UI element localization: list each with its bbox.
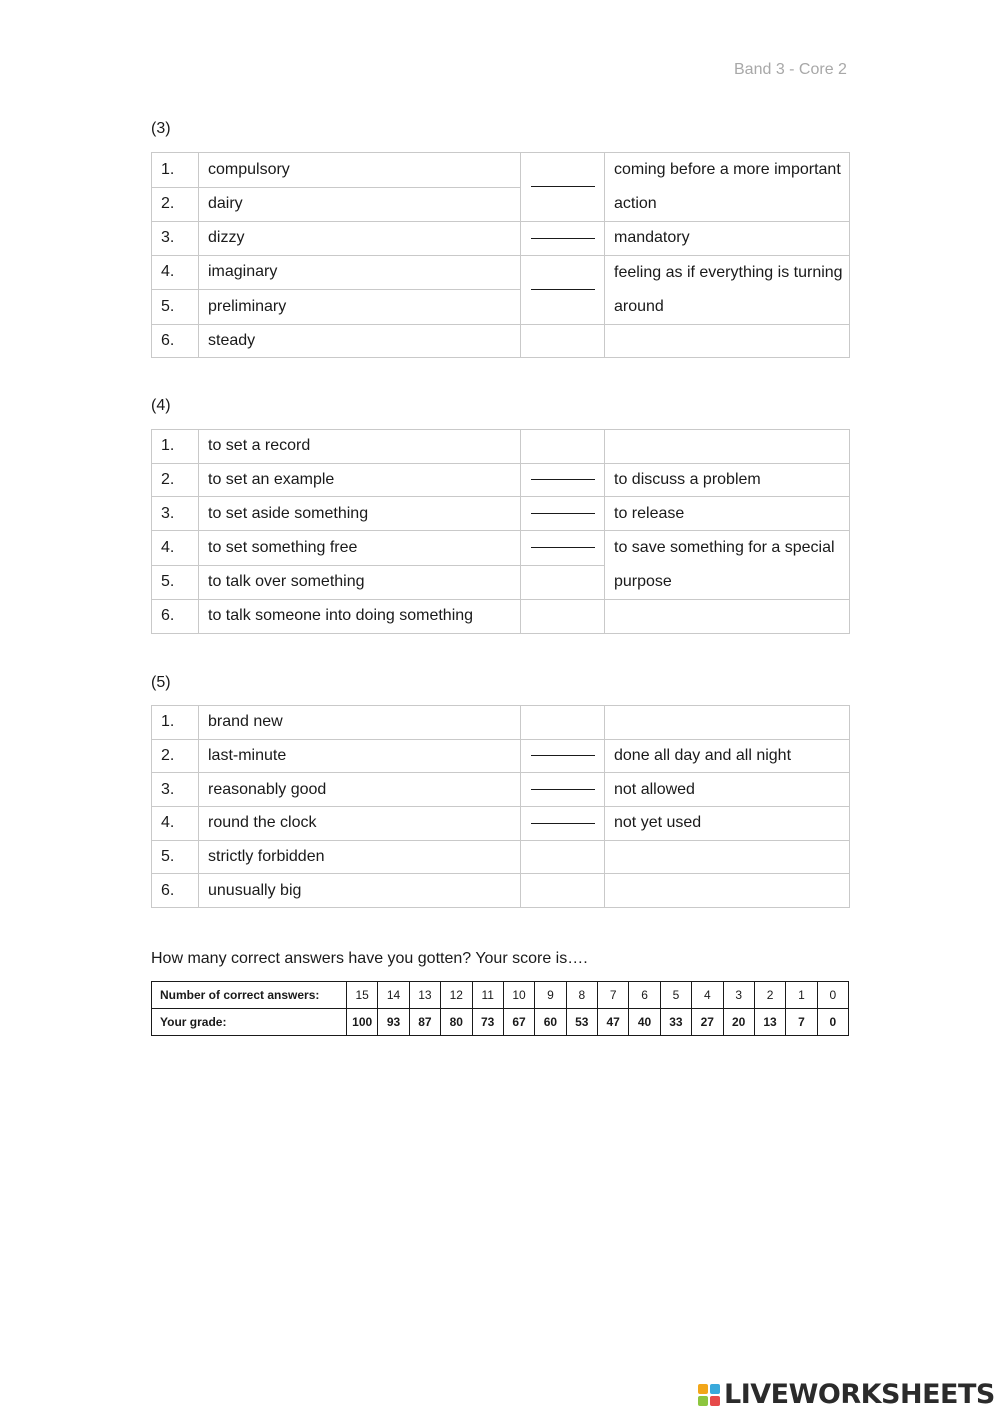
logo-square-orange: [698, 1384, 708, 1394]
empty-cell: [605, 324, 850, 358]
definition: coming before a more important action: [605, 153, 850, 222]
answer-blank[interactable]: [521, 807, 605, 841]
definition: to release: [605, 497, 850, 531]
grade-cell: 27: [692, 1009, 723, 1036]
definition: to discuss a problem: [605, 463, 850, 497]
grade-cell: 93: [378, 1009, 409, 1036]
score-cell: 11: [472, 982, 503, 1009]
word-item: steady: [199, 324, 521, 358]
item-number: 3.: [152, 222, 199, 256]
definition: to save something for a special purpose: [605, 531, 850, 600]
score-cell: 4: [692, 982, 723, 1009]
definition: done all day and all night: [605, 739, 850, 773]
empty-cell: [521, 600, 605, 634]
item-number: 4.: [152, 255, 199, 290]
definition: not yet used: [605, 807, 850, 841]
grade-cell: 13: [754, 1009, 785, 1036]
empty-cell: [605, 430, 850, 464]
liveworksheets-logo[interactable]: [698, 1379, 995, 1410]
section-3-label: (3): [151, 120, 171, 137]
grade-label: Your grade:: [152, 1009, 347, 1036]
item-number: 5.: [152, 565, 199, 600]
item-number: 6.: [152, 874, 199, 908]
item-number: 5.: [152, 840, 199, 874]
empty-cell: [521, 840, 605, 874]
logo-text: LIVEWORKSHEETS: [724, 1379, 995, 1410]
answer-blank[interactable]: [521, 739, 605, 773]
empty-cell: [521, 430, 605, 464]
matching-table-3: [151, 152, 850, 358]
logo-icon: [698, 1384, 720, 1406]
header-band-label: Band 3 - Core 2: [734, 61, 847, 78]
definition: not allowed: [605, 773, 850, 807]
item-number: 5.: [152, 290, 199, 325]
word-item: strictly forbidden: [199, 840, 521, 874]
word-item: to set a record: [199, 430, 521, 464]
grade-cell: 20: [723, 1009, 754, 1036]
item-number: 3.: [152, 497, 199, 531]
grade-cell: 47: [598, 1009, 629, 1036]
empty-cell: [521, 706, 605, 740]
item-number: 6.: [152, 600, 199, 634]
logo-square-green: [698, 1396, 708, 1406]
score-cell: 0: [817, 982, 848, 1009]
score-question: How many correct answers have you gotten? Your score is….: [151, 950, 588, 967]
logo-square-blue: [710, 1384, 720, 1394]
word-item: dizzy: [199, 222, 521, 256]
score-cell: 5: [660, 982, 691, 1009]
item-number: 2.: [152, 739, 199, 773]
word-item: round the clock: [199, 807, 521, 841]
answer-blank[interactable]: [521, 153, 605, 222]
score-table: [151, 981, 849, 1036]
item-number: 2.: [152, 187, 199, 222]
grade-cell: 53: [566, 1009, 597, 1036]
word-item: unusually big: [199, 874, 521, 908]
word-item: preliminary: [199, 290, 521, 325]
empty-cell: [521, 874, 605, 908]
item-number: 4.: [152, 807, 199, 841]
score-cell: 8: [566, 982, 597, 1009]
item-number: 3.: [152, 773, 199, 807]
score-cell: 3: [723, 982, 754, 1009]
item-number: 1.: [152, 430, 199, 464]
item-number: 1.: [152, 153, 199, 188]
empty-cell: [605, 706, 850, 740]
answer-blank[interactable]: [521, 222, 605, 256]
score-cell: 15: [347, 982, 378, 1009]
item-number: 4.: [152, 531, 199, 566]
word-item: brand new: [199, 706, 521, 740]
answer-blank[interactable]: [521, 497, 605, 531]
grade-cell: 33: [660, 1009, 691, 1036]
item-number: 1.: [152, 706, 199, 740]
correct-answers-row: [152, 982, 849, 1009]
word-item: imaginary: [199, 255, 521, 290]
grade-cell: 100: [347, 1009, 378, 1036]
word-item: to set something free: [199, 531, 521, 566]
score-cell: 1: [786, 982, 817, 1009]
score-cell: 7: [598, 982, 629, 1009]
empty-cell: [605, 874, 850, 908]
empty-cell: [521, 324, 605, 358]
grade-cell: 7: [786, 1009, 817, 1036]
matching-table-4: [151, 429, 850, 634]
answer-blank[interactable]: [521, 255, 605, 324]
word-item: to set aside something: [199, 497, 521, 531]
word-item: to talk someone into doing something: [199, 600, 521, 634]
answer-blank[interactable]: [521, 463, 605, 497]
word-item: reasonably good: [199, 773, 521, 807]
grade-cell: 60: [535, 1009, 566, 1036]
score-cell: 10: [503, 982, 534, 1009]
grade-cell: 67: [503, 1009, 534, 1036]
score-cell: 2: [754, 982, 785, 1009]
score-cell: 6: [629, 982, 660, 1009]
empty-cell: [521, 565, 605, 600]
score-cell: 13: [409, 982, 440, 1009]
answer-blank[interactable]: [521, 773, 605, 807]
section-4-label: (4): [151, 397, 171, 414]
definition: mandatory: [605, 222, 850, 256]
score-cell: 9: [535, 982, 566, 1009]
empty-cell: [605, 840, 850, 874]
word-item: to talk over something: [199, 565, 521, 600]
score-cell: 14: [378, 982, 409, 1009]
logo-square-red: [710, 1396, 720, 1406]
empty-cell: [605, 600, 850, 634]
item-number: 2.: [152, 463, 199, 497]
grade-cell: 40: [629, 1009, 660, 1036]
score-cell: 12: [441, 982, 472, 1009]
section-5-label: (5): [151, 674, 171, 691]
word-item: dairy: [199, 187, 521, 222]
word-item: compulsory: [199, 153, 521, 188]
grade-cell: 80: [441, 1009, 472, 1036]
answer-blank[interactable]: [521, 531, 605, 566]
correct-answers-label: Number of correct answers:: [152, 982, 347, 1009]
matching-table-5: [151, 705, 850, 908]
grade-cell: 73: [472, 1009, 503, 1036]
grade-cell: 87: [409, 1009, 440, 1036]
item-number: 6.: [152, 324, 199, 358]
word-item: last-minute: [199, 739, 521, 773]
definition: feeling as if everything is turning around: [605, 255, 850, 324]
grades-row: [152, 1009, 849, 1036]
word-item: to set an example: [199, 463, 521, 497]
grade-cell: 0: [817, 1009, 848, 1036]
